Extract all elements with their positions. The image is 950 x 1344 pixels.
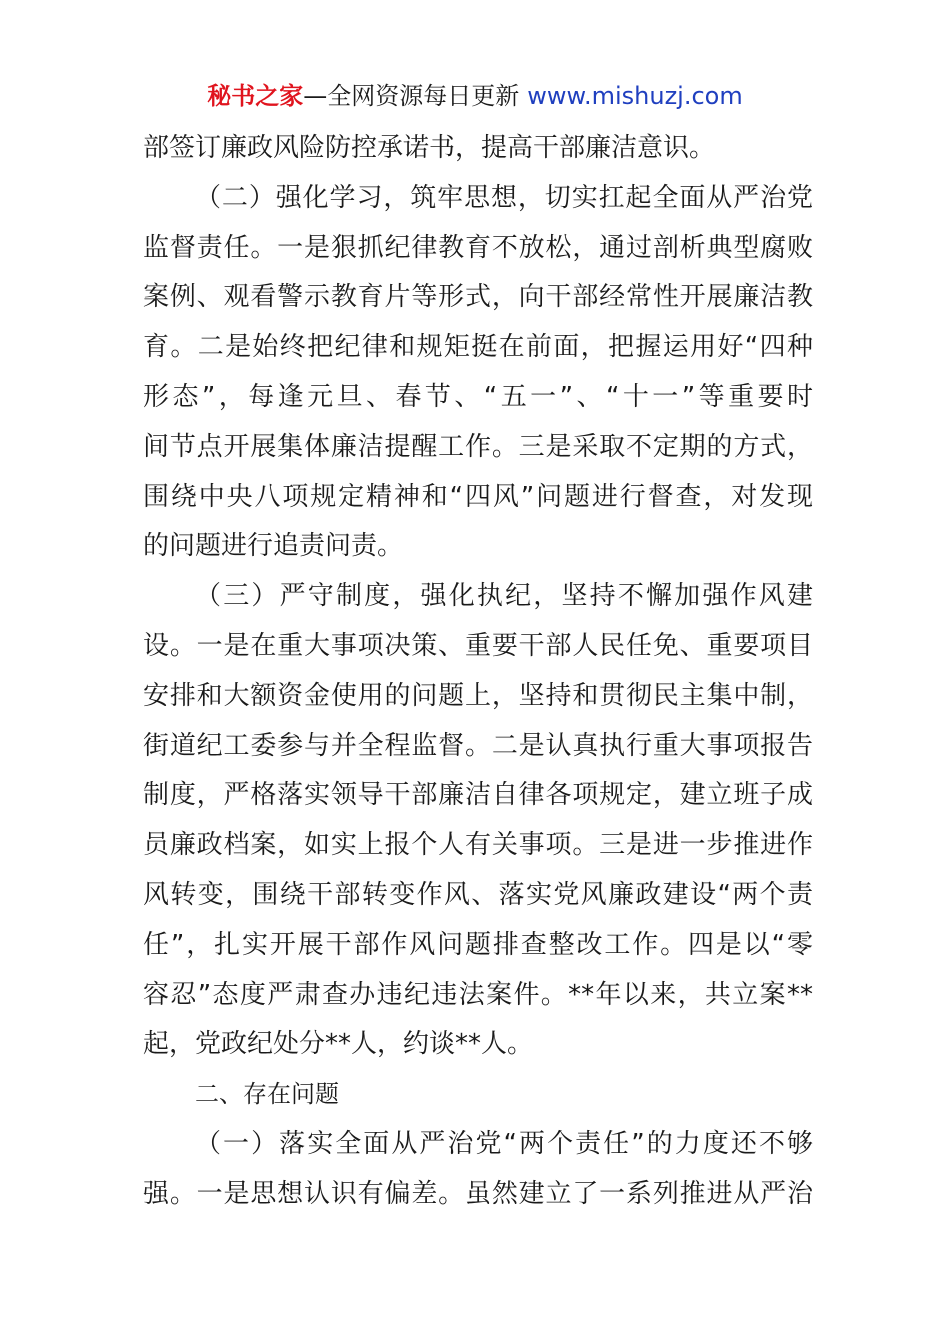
paragraph-start-line: （一）落实全面从严治党“两个责任”的力度还不够 bbox=[195, 1128, 813, 1159]
site-banner bbox=[0, 80, 950, 112]
document-body bbox=[143, 124, 813, 1220]
paragraph-start-line: （二）强化学习，筑牢思想，切实扛起全面从严治党 bbox=[195, 182, 813, 213]
text-line: 街道纪工委参与并全程监督。二是认真执行重大事项报告 bbox=[143, 730, 813, 761]
text-line: 任”，扎实开展干部作风问题排查整改工作。四是以“零 bbox=[143, 929, 813, 960]
section-heading: 二、存在问题 bbox=[195, 1080, 339, 1109]
text-line: 制度，严格落实领导干部廉洁自律各项规定，建立班子成 bbox=[143, 780, 813, 811]
text-line: 形态”，每逢元旦、春节、“五一”、“十一”等重要时 bbox=[143, 381, 813, 412]
site-url-link[interactable]: www.mishuzj.com bbox=[527, 82, 743, 110]
text-line: 间节点开展集体廉洁提醒工作。三是采取不定期的方式， bbox=[143, 431, 813, 462]
banner-tagline: —全网资源每日更新 bbox=[303, 82, 520, 110]
text-line: 育。二是始终把纪律和规矩挺在前面，把握运用好“四种 bbox=[143, 332, 813, 363]
text-line: 起，党政纪处分**人，约谈**人。 bbox=[143, 1029, 534, 1060]
text-line: 围绕中央八项规定精神和“四风”问题进行督查，对发现 bbox=[143, 481, 813, 512]
brand-name: 秘书之家 bbox=[207, 82, 304, 110]
text-line: 容忍”态度严肃查办违纪违法案件。**年以来，共立案** bbox=[143, 979, 813, 1010]
text-line: 部签订廉政风险防控承诺书，提高干部廉洁意识。 bbox=[143, 133, 716, 163]
text-line: 的问题进行追责问责。 bbox=[143, 531, 404, 562]
text-line: 强。一是思想认识有偏差。虽然建立了一系列推进从严治 bbox=[143, 1178, 813, 1209]
text-line: 监督责任。一是狠抓纪律教育不放松，通过剖析典型腐败 bbox=[143, 232, 813, 263]
text-line: 设。一是在重大事项决策、重要干部人民任免、重要项目 bbox=[143, 630, 813, 661]
paragraph-start-line: （三）严守制度，强化执纪，坚持不懈加强作风建 bbox=[195, 581, 813, 612]
text-line: 案例、观看警示教育片等形式，向干部经常性开展廉洁教 bbox=[143, 282, 813, 313]
text-line: 安排和大额资金使用的问题上，坚持和贯彻民主集中制， bbox=[143, 680, 813, 711]
text-line: 风转变，围绕干部转变作风、落实党风廉政建设“两个责 bbox=[143, 879, 813, 910]
text-line: 员廉政档案，如实上报个人有关事项。三是进一步推进作 bbox=[143, 830, 813, 861]
